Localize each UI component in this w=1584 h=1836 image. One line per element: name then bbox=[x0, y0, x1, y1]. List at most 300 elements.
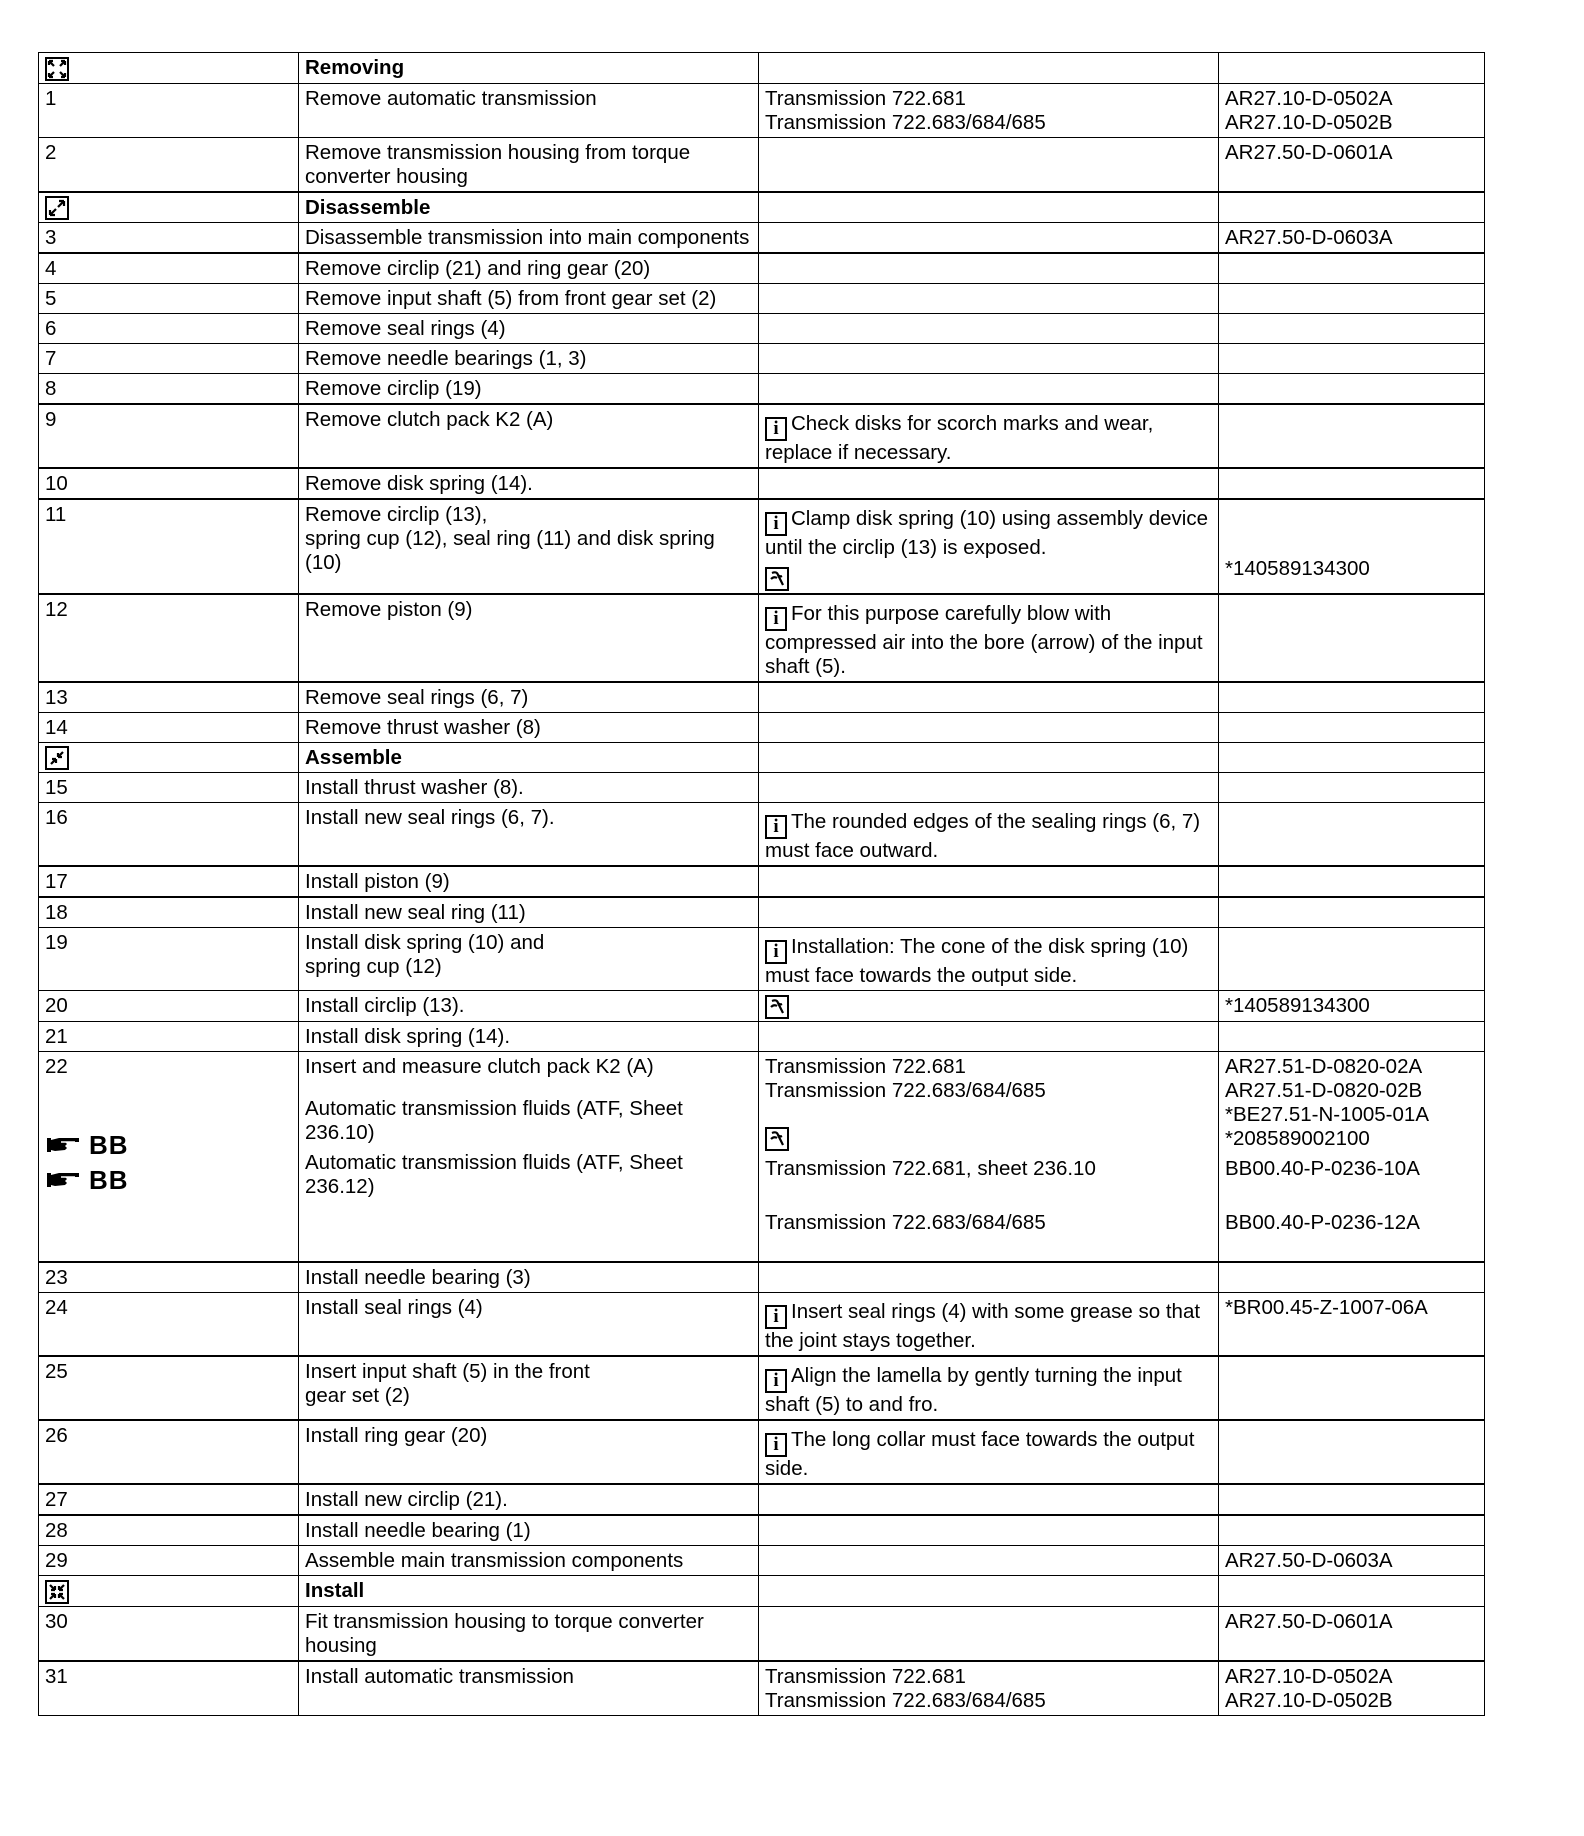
info-cell bbox=[759, 991, 1219, 1022]
reference-cell bbox=[1219, 1051, 1485, 1262]
step-row bbox=[39, 1546, 1485, 1576]
info-cell bbox=[759, 1051, 1219, 1262]
info-cell bbox=[759, 742, 1219, 773]
bb-text: BB bbox=[89, 1129, 129, 1160]
reference-code: *BE27.51-N-1005-01A bbox=[1225, 1102, 1429, 1126]
note bbox=[765, 1300, 1212, 1353]
info-cell bbox=[759, 499, 1219, 594]
info-cell bbox=[759, 223, 1219, 254]
step-action: Remove seal rings (6, 7) bbox=[305, 685, 529, 709]
step-number: 28 bbox=[45, 1519, 68, 1543]
reference-cell bbox=[1219, 223, 1485, 254]
action-cell bbox=[299, 83, 759, 137]
step-action: Install new seal rings (6, 7). bbox=[305, 806, 555, 830]
step-number: 17 bbox=[45, 870, 68, 894]
action-cell bbox=[299, 499, 759, 594]
step-action: Install needle bearing (3) bbox=[305, 1266, 531, 1290]
step-action: Install new seal ring (11) bbox=[305, 901, 526, 925]
info-cell bbox=[759, 137, 1219, 192]
step-row bbox=[39, 468, 1485, 499]
note-text: For this purpose carefully blow with compressed air into the bore (arrow) of the input shaft (5). bbox=[765, 601, 1203, 678]
action-cell bbox=[299, 284, 759, 314]
step-row bbox=[39, 1484, 1485, 1515]
step-number-cell bbox=[39, 866, 299, 897]
action-cell bbox=[299, 374, 759, 405]
reference-cell bbox=[1219, 897, 1485, 928]
tool-icon bbox=[765, 1127, 789, 1151]
action-cell bbox=[299, 1293, 759, 1357]
spacer bbox=[45, 1079, 292, 1085]
note-text: Installation: The cone of the disk spring (10) must face towards the output side. bbox=[765, 935, 1189, 988]
info-cell bbox=[759, 253, 1219, 284]
step-number-cell bbox=[39, 344, 299, 374]
reference-cell bbox=[1219, 1021, 1485, 1051]
step-action: Remove piston (9) bbox=[305, 597, 473, 621]
step-number: 21 bbox=[45, 1024, 68, 1048]
reference-code: AR27.50-D-0603A bbox=[1225, 226, 1393, 250]
step-number: 19 bbox=[45, 931, 68, 955]
step-number-cell bbox=[39, 468, 299, 499]
tool-line bbox=[765, 566, 1212, 591]
reference-cell bbox=[1219, 374, 1485, 405]
action-cell bbox=[299, 594, 759, 682]
step-action: Install seal rings (4) bbox=[305, 1296, 483, 1320]
step-number: 25 bbox=[45, 1360, 68, 1384]
step-row bbox=[39, 712, 1485, 742]
note bbox=[765, 412, 1212, 465]
step-number-cell bbox=[39, 1051, 299, 1262]
step-number-cell bbox=[39, 314, 299, 344]
procedure-table-body bbox=[39, 53, 1485, 1716]
step-number-cell bbox=[39, 1546, 299, 1576]
step-number-cell bbox=[39, 1262, 299, 1293]
step-number-cell bbox=[39, 897, 299, 928]
step-number-cell bbox=[39, 712, 299, 742]
reference-cell bbox=[1219, 1607, 1485, 1662]
info-text: Transmission 722.683/684/685 bbox=[765, 1078, 1046, 1102]
step-number-cell bbox=[39, 1420, 299, 1484]
step-number-cell bbox=[39, 773, 299, 803]
note bbox=[765, 602, 1212, 679]
info-cell bbox=[759, 1576, 1219, 1607]
step-number-cell bbox=[39, 742, 299, 773]
tool-reference: *140589134300 bbox=[1225, 557, 1370, 581]
hand-icon bbox=[45, 1169, 85, 1191]
info-icon: i bbox=[765, 815, 787, 839]
action-cell bbox=[299, 928, 759, 991]
info-cell bbox=[759, 192, 1219, 223]
info-cell bbox=[759, 1021, 1219, 1051]
reference-cell bbox=[1219, 1546, 1485, 1576]
reference-cell bbox=[1219, 682, 1485, 713]
step-number: 16 bbox=[45, 806, 68, 830]
step-number-cell bbox=[39, 192, 299, 223]
info-cell bbox=[759, 1484, 1219, 1515]
info-cell bbox=[759, 374, 1219, 405]
action-cell bbox=[299, 1607, 759, 1662]
step-action: Install disk spring (14). bbox=[305, 1024, 511, 1048]
reference-cell bbox=[1219, 1515, 1485, 1546]
reference-cell bbox=[1219, 83, 1485, 137]
reference-cell bbox=[1219, 192, 1485, 223]
bb-action bbox=[305, 1097, 752, 1145]
info-icon: i bbox=[765, 512, 787, 536]
tool-icon bbox=[765, 995, 789, 1019]
info-cell bbox=[759, 404, 1219, 468]
note-text: The rounded edges of the sealing rings (6, 7) must face outward. bbox=[765, 810, 1201, 863]
spacer bbox=[1225, 503, 1478, 527]
note bbox=[765, 810, 1212, 863]
step-action: Remove clutch pack K2 (A) bbox=[305, 408, 554, 432]
step-number: 6 bbox=[45, 317, 57, 341]
step-number: 12 bbox=[45, 597, 68, 621]
info-cell bbox=[759, 1356, 1219, 1420]
spacer bbox=[1225, 527, 1478, 551]
bb-text: BB bbox=[89, 1164, 129, 1195]
reference-code: AR27.10-D-0502A bbox=[1225, 86, 1393, 110]
reference-code: AR27.10-D-0502A bbox=[1225, 1665, 1393, 1689]
tool-reference: *208589002100 bbox=[1225, 1126, 1370, 1150]
info-cell bbox=[759, 53, 1219, 84]
reference-cell bbox=[1219, 314, 1485, 344]
step-number-cell bbox=[39, 83, 299, 137]
tool-icon bbox=[765, 567, 789, 591]
step-action: Install piston (9) bbox=[305, 870, 450, 894]
step-number-cell bbox=[39, 682, 299, 713]
step-action: Install thrust washer (8). bbox=[305, 776, 524, 800]
reference-code: AR27.51-D-0820-02B bbox=[1225, 1078, 1423, 1102]
info-cell bbox=[759, 773, 1219, 803]
note-text: Clamp disk spring (10) using assembly device until the circlip (13) is exposed. bbox=[765, 507, 1209, 560]
info-text: Transmission 722.681 bbox=[765, 1665, 966, 1689]
spacer bbox=[1225, 1235, 1478, 1259]
step-row bbox=[39, 803, 1485, 867]
info-text: Transmission 722.683/684/685 bbox=[765, 1689, 1046, 1713]
section-row bbox=[39, 742, 1485, 773]
step-action: Install new circlip (21). bbox=[305, 1488, 508, 1512]
section-row bbox=[39, 1576, 1485, 1607]
note bbox=[765, 1428, 1212, 1481]
info-text: Transmission 722.683/684/685 bbox=[765, 110, 1046, 134]
info-icon: i bbox=[765, 940, 787, 964]
step-row bbox=[39, 866, 1485, 897]
info-cell bbox=[759, 803, 1219, 867]
step-row bbox=[39, 773, 1485, 803]
step-number: 20 bbox=[45, 994, 68, 1018]
action-cell bbox=[299, 344, 759, 374]
step-number: 3 bbox=[45, 226, 57, 250]
reference-cell bbox=[1219, 468, 1485, 499]
step-action: Install automatic transmission bbox=[305, 1665, 574, 1689]
procedure-table bbox=[38, 52, 1485, 1716]
info-cell bbox=[759, 314, 1219, 344]
reference-cell bbox=[1219, 803, 1485, 867]
tool-reference: *140589134300 bbox=[1225, 994, 1370, 1018]
step-action: gear set (2) bbox=[305, 1384, 410, 1408]
action-cell bbox=[299, 866, 759, 897]
hand-icon bbox=[45, 1134, 85, 1156]
action-cell bbox=[299, 1546, 759, 1576]
action-cell bbox=[299, 223, 759, 254]
tool-line bbox=[765, 1127, 1212, 1152]
step-number: 1 bbox=[45, 86, 57, 110]
step-action: Install circlip (13). bbox=[305, 994, 465, 1018]
step-number-cell bbox=[39, 1576, 299, 1607]
step-row bbox=[39, 1356, 1485, 1420]
info-cell bbox=[759, 1546, 1219, 1576]
reference-cell bbox=[1219, 991, 1485, 1022]
action-cell bbox=[299, 1420, 759, 1484]
step-number: 9 bbox=[45, 408, 57, 432]
spacer bbox=[765, 1181, 1212, 1205]
reference-cell bbox=[1219, 499, 1485, 594]
bb-info-text: Transmission 722.681, sheet 236.10 bbox=[765, 1157, 1096, 1181]
reference-cell bbox=[1219, 137, 1485, 192]
info-cell bbox=[759, 682, 1219, 713]
step-row bbox=[39, 1051, 1485, 1262]
removing-icon bbox=[45, 57, 69, 81]
info-cell bbox=[759, 1262, 1219, 1293]
reference-code: AR27.51-D-0820-02A bbox=[1225, 1054, 1423, 1078]
step-action: Remove input shaft (5) from front gear set (2) bbox=[305, 287, 717, 311]
reference-cell bbox=[1219, 742, 1485, 773]
step-action: Insert input shaft (5) in the front bbox=[305, 1360, 590, 1384]
step-action: Remove circlip (19) bbox=[305, 377, 482, 401]
action-cell bbox=[299, 314, 759, 344]
step-row bbox=[39, 897, 1485, 928]
step-action: Remove disk spring (14). bbox=[305, 472, 533, 496]
step-number-cell bbox=[39, 499, 299, 594]
action-cell bbox=[299, 404, 759, 468]
reference-cell bbox=[1219, 773, 1485, 803]
bb-action-text: Automatic transmission fluids (ATF, Sheet 236.12) bbox=[305, 1150, 683, 1198]
spacer bbox=[1225, 1181, 1478, 1205]
step-number-cell bbox=[39, 53, 299, 84]
action-cell bbox=[299, 803, 759, 867]
action-cell bbox=[299, 682, 759, 713]
info-cell bbox=[759, 1607, 1219, 1662]
bb-label bbox=[45, 1164, 129, 1195]
reference-cell bbox=[1219, 1661, 1485, 1716]
step-number: 11 bbox=[45, 503, 67, 527]
action-cell bbox=[299, 712, 759, 742]
step-action: Install needle bearing (1) bbox=[305, 1519, 531, 1543]
disassemble-icon bbox=[45, 196, 69, 220]
step-number-cell bbox=[39, 284, 299, 314]
info-icon: i bbox=[765, 1369, 787, 1393]
action-cell bbox=[299, 991, 759, 1022]
reference-cell bbox=[1219, 1262, 1485, 1293]
step-number-cell bbox=[39, 991, 299, 1022]
section-title: Install bbox=[305, 1579, 365, 1603]
step-row bbox=[39, 1021, 1485, 1051]
reference-cell bbox=[1219, 1420, 1485, 1484]
reference-code: AR27.50-D-0601A bbox=[1225, 1610, 1393, 1634]
step-action: Remove seal rings (4) bbox=[305, 317, 506, 341]
step-number-cell bbox=[39, 374, 299, 405]
section-title: Assemble bbox=[305, 745, 402, 769]
reference-code: AR27.10-D-0502B bbox=[1225, 110, 1393, 134]
action-cell bbox=[299, 1356, 759, 1420]
step-number: 5 bbox=[45, 287, 57, 311]
note-text: Align the lamella by gently turning the input shaft (5) to and fro. bbox=[765, 1364, 1182, 1417]
step-action: Remove automatic transmission bbox=[305, 86, 597, 110]
reference-cell bbox=[1219, 1356, 1485, 1420]
reference-cell bbox=[1219, 1293, 1485, 1357]
step-row bbox=[39, 1420, 1485, 1484]
step-number: 13 bbox=[45, 685, 68, 709]
info-cell bbox=[759, 1420, 1219, 1484]
info-cell bbox=[759, 83, 1219, 137]
section-title: Removing bbox=[305, 56, 405, 79]
info-cell bbox=[759, 1661, 1219, 1716]
step-action: Remove circlip (21) and ring gear (20) bbox=[305, 257, 651, 281]
info-icon: i bbox=[765, 607, 787, 631]
action-cell bbox=[299, 53, 759, 84]
reference-code: AR27.10-D-0502B bbox=[1225, 1689, 1393, 1713]
action-cell bbox=[299, 773, 759, 803]
note-text: The long collar must face towards the output side. bbox=[765, 1428, 1195, 1481]
bb-action bbox=[305, 1151, 752, 1199]
step-row bbox=[39, 1262, 1485, 1293]
step-action: spring cup (12), seal ring (11) and disk spring (10) bbox=[305, 527, 715, 575]
bb-ref bbox=[1225, 1211, 1478, 1259]
step-row bbox=[39, 1661, 1485, 1716]
step-number: 31 bbox=[45, 1665, 68, 1689]
step-action: Remove needle bearings (1, 3) bbox=[305, 347, 587, 371]
step-number: 24 bbox=[45, 1296, 68, 1320]
step-number: 15 bbox=[45, 776, 68, 800]
info-cell bbox=[759, 897, 1219, 928]
action-cell bbox=[299, 897, 759, 928]
step-action: Install disk spring (10) and bbox=[305, 931, 545, 955]
reference-cell bbox=[1219, 712, 1485, 742]
step-number-cell bbox=[39, 803, 299, 867]
step-number: 4 bbox=[45, 257, 57, 281]
step-number-cell bbox=[39, 404, 299, 468]
bb-reference: BB00.40-P-0236-12A bbox=[1225, 1210, 1420, 1234]
install-icon bbox=[45, 1580, 69, 1604]
step-number-cell bbox=[39, 928, 299, 991]
step-row bbox=[39, 344, 1485, 374]
step-number-cell bbox=[39, 223, 299, 254]
step-number-cell bbox=[39, 1293, 299, 1357]
reference-cell bbox=[1219, 928, 1485, 991]
info-cell bbox=[759, 1293, 1219, 1357]
step-action: Remove circlip (13), bbox=[305, 503, 488, 527]
reference-cell bbox=[1219, 1484, 1485, 1515]
action-cell bbox=[299, 1051, 759, 1262]
step-number: 22 bbox=[45, 1054, 68, 1078]
step-action: Assemble main transmission components bbox=[305, 1549, 684, 1573]
reference-code: AR27.50-D-0603A bbox=[1225, 1549, 1393, 1573]
step-number-cell bbox=[39, 1515, 299, 1546]
bb-info-text: Transmission 722.683/684/685 bbox=[765, 1211, 1046, 1235]
step-action: Insert and measure clutch pack K2 (A) bbox=[305, 1054, 654, 1078]
step-number: 10 bbox=[45, 472, 68, 496]
reference-cell bbox=[1219, 1576, 1485, 1607]
step-number: 30 bbox=[45, 1610, 68, 1634]
step-row bbox=[39, 137, 1485, 192]
info-cell bbox=[759, 468, 1219, 499]
step-number-cell bbox=[39, 1607, 299, 1662]
action-cell bbox=[299, 1515, 759, 1546]
info-cell bbox=[759, 712, 1219, 742]
note bbox=[765, 1364, 1212, 1417]
step-row bbox=[39, 223, 1485, 254]
tool-line bbox=[765, 994, 1212, 1019]
spacer bbox=[765, 1103, 1212, 1127]
reference-cell bbox=[1219, 866, 1485, 897]
step-action: Remove transmission housing from torque converter housing bbox=[305, 140, 691, 188]
info-icon: i bbox=[765, 417, 787, 441]
action-cell bbox=[299, 137, 759, 192]
reference-cell bbox=[1219, 404, 1485, 468]
action-cell bbox=[299, 742, 759, 773]
step-number-cell bbox=[39, 1021, 299, 1051]
step-row bbox=[39, 284, 1485, 314]
step-number-cell bbox=[39, 137, 299, 192]
bb-action-text: Automatic transmission fluids (ATF, Sheet 236.10) bbox=[305, 1096, 683, 1144]
step-row bbox=[39, 1293, 1485, 1357]
step-number-cell bbox=[39, 1661, 299, 1716]
step-number: 29 bbox=[45, 1549, 68, 1573]
reference-code: AR27.50-D-0601A bbox=[1225, 140, 1393, 164]
bb-ref bbox=[1225, 1157, 1478, 1205]
reference-cell bbox=[1219, 344, 1485, 374]
action-cell bbox=[299, 1576, 759, 1607]
note bbox=[765, 935, 1212, 988]
step-number: 23 bbox=[45, 1266, 68, 1290]
info-cell bbox=[759, 594, 1219, 682]
step-number-cell bbox=[39, 594, 299, 682]
step-row bbox=[39, 594, 1485, 682]
step-number-cell bbox=[39, 253, 299, 284]
step-action: Remove thrust washer (8) bbox=[305, 715, 541, 739]
assemble-icon bbox=[45, 746, 69, 770]
step-action: spring cup (12) bbox=[305, 955, 442, 979]
step-row bbox=[39, 928, 1485, 991]
section-row bbox=[39, 192, 1485, 223]
info-cell bbox=[759, 344, 1219, 374]
action-cell bbox=[299, 1262, 759, 1293]
note-text: Insert seal rings (4) with some grease so that the joint stays together. bbox=[765, 1300, 1201, 1353]
step-row bbox=[39, 682, 1485, 713]
step-number-cell bbox=[39, 1356, 299, 1420]
step-number: 8 bbox=[45, 377, 57, 401]
step-row bbox=[39, 1515, 1485, 1546]
step-row bbox=[39, 404, 1485, 468]
step-number: 7 bbox=[45, 347, 57, 371]
action-cell bbox=[299, 192, 759, 223]
step-row bbox=[39, 499, 1485, 594]
section-row bbox=[39, 53, 1485, 84]
reference-cell bbox=[1219, 284, 1485, 314]
info-cell bbox=[759, 284, 1219, 314]
step-row bbox=[39, 314, 1485, 344]
step-row bbox=[39, 374, 1485, 405]
action-cell bbox=[299, 1021, 759, 1051]
bb-info bbox=[765, 1157, 1212, 1205]
step-number: 2 bbox=[45, 140, 57, 164]
note bbox=[765, 507, 1212, 560]
info-text: Transmission 722.681 bbox=[765, 86, 966, 110]
info-cell bbox=[759, 1515, 1219, 1546]
action-cell bbox=[299, 1484, 759, 1515]
info-icon: i bbox=[765, 1305, 787, 1329]
step-number: 14 bbox=[45, 715, 68, 739]
info-text: Transmission 722.681 bbox=[765, 1054, 966, 1078]
